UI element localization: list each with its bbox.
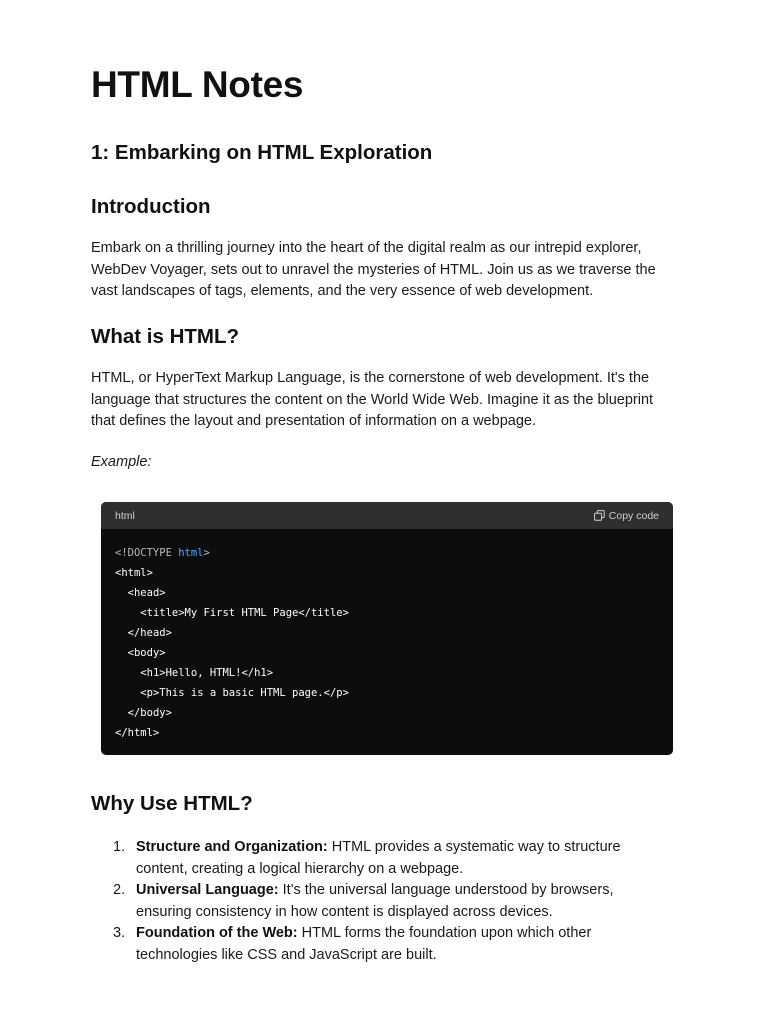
- code-token: <h1>Hello, HTML!</h1>: [140, 667, 274, 679]
- introduction-paragraph: Embark on a thrilling journey into the heart of the digital realm as our intrepid explorer, WebDev Voyager, sets out to unravel the mysteries of HTML. Join us as we traverse the vast landscapes of tags, elements, and the very essence of web development.: [91, 240, 656, 299]
- introduction-heading: Introduction: [91, 195, 211, 218]
- code-token: <p>This is a basic HTML page.</p>: [140, 687, 349, 699]
- list-item-title: Universal Language:: [136, 882, 279, 898]
- code-language-label: html: [115, 509, 135, 522]
- code-line: [115, 683, 659, 703]
- what-is-html-heading: What is HTML?: [91, 325, 240, 348]
- code-content: [101, 529, 673, 743]
- code-line: [115, 663, 659, 683]
- list-item-title: Structure and Organization:: [136, 839, 328, 855]
- what-is-html-paragraph: HTML, or HyperText Markup Language, is the cornerstone of web development. It's the language that structures the content on the World Wide Web. Imagine it as the blueprint that defines the layout and presentation of information on a webpage.: [91, 370, 654, 429]
- code-line: [115, 583, 659, 603]
- copy-code-button[interactable]: [594, 510, 659, 522]
- code-token: </head>: [127, 627, 172, 639]
- code-line: [115, 543, 659, 563]
- copy-code-label: Copy code: [608, 509, 659, 522]
- code-token: <html>: [115, 567, 153, 579]
- code-block: [101, 502, 673, 755]
- list-item: [91, 880, 651, 923]
- list-item-text: It's the universal language understood by browsers, ensuring consistency in how content is displayed across devices.: [136, 882, 614, 920]
- code-token: </body>: [127, 707, 172, 719]
- code-token: <!DOCTYPE: [115, 547, 179, 559]
- code-line: [115, 623, 659, 643]
- section-heading: 1: Embarking on HTML Exploration: [91, 141, 433, 164]
- code-line: [115, 703, 659, 723]
- list-item: [91, 837, 651, 880]
- list-item-number: 1.: [113, 839, 126, 855]
- code-line: [115, 603, 659, 623]
- list-item-number: 3.: [113, 925, 126, 941]
- code-token: html: [178, 547, 204, 559]
- code-token: >: [203, 547, 210, 559]
- code-token: <head>: [127, 587, 166, 599]
- why-use-html-heading: Why Use HTML?: [91, 792, 253, 815]
- list-item-text: HTML provides a systematic way to structure content, creating a logical hierarchy on a webpage.: [136, 839, 621, 877]
- example-label: Example:: [91, 454, 152, 470]
- list-item-number: 2.: [113, 882, 126, 898]
- copy-icon: [594, 510, 605, 521]
- list-item: [91, 923, 651, 966]
- list-item-title: Foundation of the Web:: [136, 925, 298, 941]
- code-line: [115, 723, 659, 743]
- page-title: HTML Notes: [91, 64, 304, 105]
- code-block-header: [101, 502, 673, 529]
- code-line: [115, 563, 659, 583]
- code-token: </html>: [115, 727, 160, 739]
- code-line: [115, 643, 659, 663]
- code-token: <body>: [127, 647, 166, 659]
- list-item-text: HTML forms the foundation upon which other technologies like CSS and JavaScript are built.: [136, 925, 592, 963]
- code-token: <title>My First HTML Page</title>: [140, 607, 349, 619]
- why-use-html-list: [91, 837, 651, 966]
